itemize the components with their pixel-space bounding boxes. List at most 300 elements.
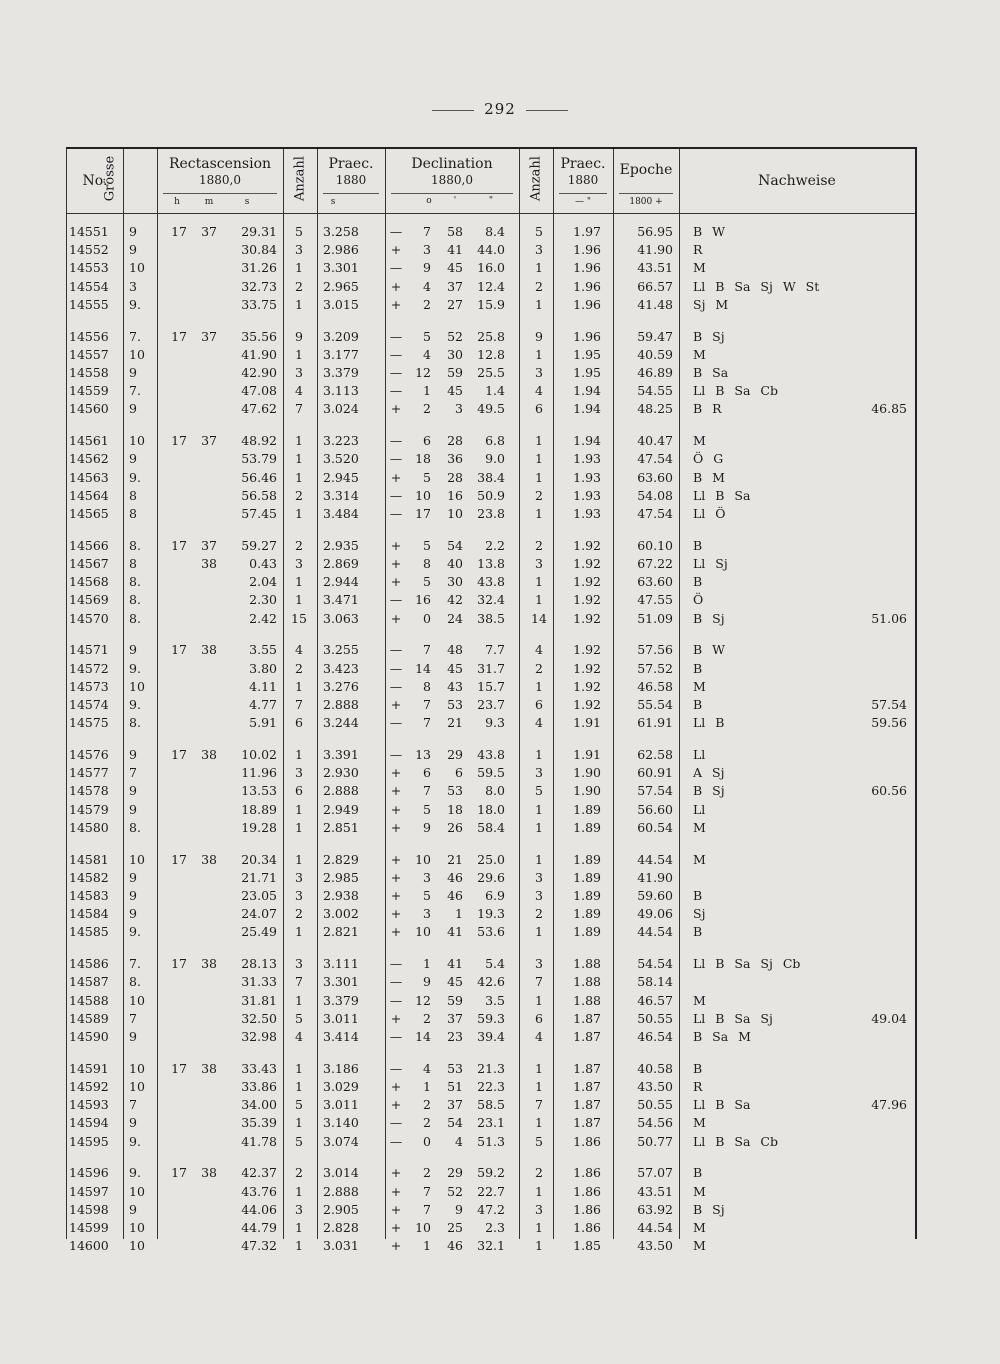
table-row xyxy=(67,469,915,487)
ra-seconds: 34.00 xyxy=(241,1097,277,1113)
decl-precession: 1.91 xyxy=(573,747,601,762)
ra-precession: 3.244 xyxy=(323,715,359,731)
star-number: 14590 xyxy=(69,1029,109,1044)
ra-precession: 2.949 xyxy=(323,801,359,817)
table-row xyxy=(67,328,915,346)
epoch: 54.08 xyxy=(637,487,673,503)
epoch: 51.09 xyxy=(637,610,673,626)
decl-precession: 1.86 xyxy=(573,1165,601,1181)
decl-count: 1 xyxy=(535,451,543,467)
ra-seconds: 5.91 xyxy=(249,715,277,731)
epoch: 56.95 xyxy=(637,224,673,239)
decl-minutes: 29 xyxy=(447,1165,463,1181)
catalogue-table xyxy=(66,147,917,1254)
decl-sign: + xyxy=(390,574,402,590)
table-row xyxy=(67,591,915,609)
ra-count: 1 xyxy=(295,1238,303,1254)
magnitude: 9. xyxy=(129,1165,141,1181)
decl-count: 1 xyxy=(535,260,543,276)
table-row xyxy=(67,1237,915,1255)
header-ra-m: m xyxy=(204,197,214,207)
ra-count: 3 xyxy=(295,556,303,571)
decl-degrees: 8 xyxy=(423,678,431,694)
decl-seconds: 12.4 xyxy=(477,278,505,294)
references: B xyxy=(693,888,703,903)
ra-seconds: 3.80 xyxy=(249,660,277,676)
magnitude: 9 xyxy=(129,747,137,762)
ra-hours: 17 xyxy=(171,747,187,762)
decl-sign: — xyxy=(389,365,403,380)
ra-count: 1 xyxy=(295,1115,303,1131)
decl-degrees: 2 xyxy=(423,1165,431,1181)
ra-count: 2 xyxy=(295,1165,303,1181)
decl-sign: — xyxy=(389,260,403,276)
decl-degrees: 2 xyxy=(423,1097,431,1113)
decl-precession: 1.92 xyxy=(573,592,601,608)
decl-minutes: 45 xyxy=(447,974,463,990)
table-row xyxy=(67,1028,915,1046)
decl-minutes: 45 xyxy=(447,660,463,676)
star-number: 14585 xyxy=(69,924,109,940)
magnitude: 9. xyxy=(129,469,141,485)
magnitude: 8 xyxy=(129,506,137,521)
decl-seconds: 43.8 xyxy=(477,747,505,762)
decl-precession: 1.92 xyxy=(573,697,601,712)
magnitude: 9 xyxy=(129,365,137,380)
decl-count: 1 xyxy=(535,1220,543,1235)
epoch: 50.55 xyxy=(637,1097,673,1113)
star-number: 14591 xyxy=(69,1060,109,1076)
decl-count: 4 xyxy=(535,642,543,658)
references: B xyxy=(693,697,703,712)
decl-precession: 1.90 xyxy=(573,765,601,781)
decl-sign: — xyxy=(389,433,403,449)
references: M xyxy=(693,678,706,694)
star-number: 14584 xyxy=(69,906,109,922)
epoch: 43.50 xyxy=(637,1079,673,1094)
decl-count: 14 xyxy=(531,610,547,626)
decl-count: 4 xyxy=(535,715,543,731)
ra-count: 2 xyxy=(295,537,303,553)
magnitude: 9 xyxy=(129,1201,137,1217)
decl-seconds: 51.3 xyxy=(477,1133,505,1149)
table-row xyxy=(67,1183,915,1201)
decl-minutes: 28 xyxy=(447,433,463,449)
decl-sign: + xyxy=(390,537,402,553)
ra-seconds: 41.90 xyxy=(241,346,277,362)
magnitude: 7 xyxy=(129,765,137,781)
extra-epoch: 49.04 xyxy=(871,1010,907,1026)
decl-seconds: 23.8 xyxy=(477,506,505,521)
magnitude: 7 xyxy=(129,1010,137,1026)
ra-precession: 3.011 xyxy=(323,1097,359,1113)
decl-sign: — xyxy=(389,660,403,676)
decl-count: 3 xyxy=(535,365,543,380)
ra-precession: 3.379 xyxy=(323,992,359,1008)
decl-sign: — xyxy=(389,974,403,990)
decl-precession: 1.94 xyxy=(573,383,601,399)
epoch: 43.51 xyxy=(637,260,673,276)
ra-precession: 3.255 xyxy=(323,642,359,658)
decl-seconds: 58.4 xyxy=(477,819,505,835)
decl-degrees: 18 xyxy=(415,451,431,467)
star-number: 14579 xyxy=(69,801,109,817)
ra-count: 1 xyxy=(295,1183,303,1199)
star-number: 14572 xyxy=(69,660,109,676)
magnitude: 10 xyxy=(129,1079,145,1094)
decl-minutes: 25 xyxy=(447,1220,463,1235)
decl-precession: 1.95 xyxy=(573,346,601,362)
ra-seconds: 28.13 xyxy=(241,956,277,972)
decl-minutes: 27 xyxy=(447,296,463,312)
decl-sign: + xyxy=(390,1183,402,1199)
ra-seconds: 4.77 xyxy=(249,697,277,712)
epoch: 57.07 xyxy=(637,1165,673,1181)
decl-precession: 1.96 xyxy=(573,328,601,344)
references: A Sj xyxy=(693,765,725,781)
decl-sign: + xyxy=(390,556,402,571)
ra-precession: 2.888 xyxy=(323,1183,359,1199)
ra-count: 6 xyxy=(295,715,303,731)
ra-count: 1 xyxy=(295,819,303,835)
ra-precession: 3.209 xyxy=(323,328,359,344)
star-number: 14568 xyxy=(69,574,109,590)
ra-precession: 3.113 xyxy=(323,383,359,399)
decl-degrees: 6 xyxy=(423,433,431,449)
references: R xyxy=(693,1079,703,1094)
decl-degrees: 5 xyxy=(423,574,431,590)
table-row xyxy=(67,487,915,505)
header-no: No. xyxy=(82,173,108,189)
epoch: 48.25 xyxy=(637,401,673,417)
references: Ll B Sa Sj W St xyxy=(693,278,820,294)
decl-precession: 1.93 xyxy=(573,451,601,467)
decl-sign: — xyxy=(389,678,403,694)
ra-count: 3 xyxy=(295,365,303,380)
decl-precession: 1.87 xyxy=(573,1029,601,1044)
ra-seconds: 10.02 xyxy=(241,747,277,762)
decl-minutes: 45 xyxy=(447,260,463,276)
ra-precession: 2.930 xyxy=(323,765,359,781)
epoch: 67.22 xyxy=(637,556,673,571)
table-row xyxy=(67,400,915,418)
ra-count: 1 xyxy=(295,1060,303,1076)
references: B Sj xyxy=(693,1201,725,1217)
decl-precession: 1.87 xyxy=(573,1115,601,1131)
header-praec-subrule xyxy=(323,193,379,194)
decl-minutes: 10 xyxy=(447,506,463,521)
decl-sign: — xyxy=(389,346,403,362)
ra-precession: 3.223 xyxy=(323,433,359,449)
decl-sign: — xyxy=(389,1115,403,1131)
references: B W xyxy=(693,642,726,658)
ra-precession: 2.888 xyxy=(323,783,359,799)
table-row xyxy=(67,714,915,732)
decl-count: 9 xyxy=(535,328,543,344)
decl-seconds: 59.5 xyxy=(477,765,505,781)
table-row xyxy=(67,819,915,837)
ra-precession: 3.111 xyxy=(323,956,359,972)
references: B M xyxy=(693,469,725,485)
ra-hours: 17 xyxy=(171,328,187,344)
decl-minutes: 45 xyxy=(447,383,463,399)
decl-precession: 1.96 xyxy=(573,260,601,276)
decl-sign: + xyxy=(390,819,402,835)
table-row xyxy=(67,610,915,628)
decl-sign: + xyxy=(390,1220,402,1235)
decl-degrees: 0 xyxy=(423,1133,431,1149)
decl-sign: — xyxy=(389,506,403,521)
decl-minutes: 4 xyxy=(455,1133,463,1149)
decl-degrees: 5 xyxy=(423,469,431,485)
star-number: 14593 xyxy=(69,1097,109,1113)
decl-seconds: 16.0 xyxy=(477,260,505,276)
decl-seconds: 8.4 xyxy=(485,224,505,239)
decl-count: 1 xyxy=(535,678,543,694)
decl-seconds: 21.3 xyxy=(477,1060,505,1076)
ra-count: 3 xyxy=(295,765,303,781)
decl-seconds: 32.4 xyxy=(477,592,505,608)
decl-precession: 1.92 xyxy=(573,610,601,626)
ra-seconds: 44.79 xyxy=(241,1220,277,1235)
decl-degrees: 10 xyxy=(415,1220,431,1235)
magnitude: 8. xyxy=(129,974,141,990)
ra-precession: 2.986 xyxy=(323,242,359,258)
references: M xyxy=(693,1183,706,1199)
ra-precession: 2.905 xyxy=(323,1201,359,1217)
ra-precession: 2.985 xyxy=(323,869,359,885)
epoch: 47.55 xyxy=(637,592,673,608)
ra-seconds: 56.46 xyxy=(241,469,277,485)
epoch: 63.92 xyxy=(637,1201,673,1217)
references: M xyxy=(693,992,706,1008)
decl-sign: + xyxy=(390,469,402,485)
ra-seconds: 30.84 xyxy=(241,242,277,258)
ra-seconds: 33.43 xyxy=(241,1060,277,1076)
table-row xyxy=(67,1219,915,1237)
decl-precession: 1.86 xyxy=(573,1133,601,1149)
decl-sign: + xyxy=(390,1097,402,1113)
decl-precession: 1.89 xyxy=(573,819,601,835)
epoch: 47.54 xyxy=(637,506,673,521)
epoch: 46.58 xyxy=(637,678,673,694)
extra-epoch: 51.06 xyxy=(871,610,907,626)
ra-precession: 2.851 xyxy=(323,819,359,835)
decl-precession: 1.86 xyxy=(573,1183,601,1199)
ra-precession: 3.423 xyxy=(323,660,359,676)
ra-count: 1 xyxy=(295,678,303,694)
decl-precession: 1.89 xyxy=(573,906,601,922)
decl-degrees: 10 xyxy=(415,924,431,940)
decl-precession: 1.89 xyxy=(573,888,601,903)
table-row xyxy=(67,223,915,241)
ra-seconds: 32.73 xyxy=(241,278,277,294)
decl-precession: 1.95 xyxy=(573,365,601,380)
header-decl-subrule xyxy=(391,193,513,194)
decl-minutes: 53 xyxy=(447,783,463,799)
extra-epoch: 46.85 xyxy=(871,401,907,417)
ra-count: 6 xyxy=(295,783,303,799)
ra-precession: 2.965 xyxy=(323,278,359,294)
ra-count: 3 xyxy=(295,242,303,258)
header-ra-h: h xyxy=(174,197,180,207)
decl-precession: 1.87 xyxy=(573,1060,601,1076)
decl-precession: 1.96 xyxy=(573,242,601,258)
ra-hours: 17 xyxy=(171,433,187,449)
decl-seconds: 19.3 xyxy=(477,906,505,922)
references: B Sj xyxy=(693,610,725,626)
ra-minutes: 37 xyxy=(201,537,217,553)
decl-seconds: 32.1 xyxy=(477,1238,505,1254)
decl-count: 2 xyxy=(535,278,543,294)
epoch: 63.60 xyxy=(637,469,673,485)
ra-count: 1 xyxy=(295,433,303,449)
epoch: 58.14 xyxy=(637,974,673,990)
ra-seconds: 35.56 xyxy=(241,328,277,344)
decl-seconds: 6.8 xyxy=(485,433,505,449)
ra-seconds: 21.71 xyxy=(241,869,277,885)
ra-seconds: 32.98 xyxy=(241,1029,277,1044)
decl-minutes: 51 xyxy=(447,1079,463,1094)
decl-count: 1 xyxy=(535,1079,543,1094)
ra-precession: 2.935 xyxy=(323,537,359,553)
decl-sign: + xyxy=(390,1165,402,1181)
decl-minutes: 1 xyxy=(455,906,463,922)
ra-count: 2 xyxy=(295,906,303,922)
ra-hours: 17 xyxy=(171,642,187,658)
decl-precession: 1.86 xyxy=(573,1220,601,1235)
epoch: 43.51 xyxy=(637,1183,673,1199)
decl-seconds: 42.6 xyxy=(477,974,505,990)
references: Ö xyxy=(693,592,704,608)
table-row xyxy=(67,555,915,573)
decl-count: 5 xyxy=(535,224,543,239)
decl-count: 5 xyxy=(535,783,543,799)
decl-degrees: 7 xyxy=(423,715,431,731)
decl-seconds: 23.1 xyxy=(477,1115,505,1131)
decl-degrees: 1 xyxy=(423,1238,431,1254)
decl-precession: 1.92 xyxy=(573,537,601,553)
references: Ll xyxy=(693,801,706,817)
decl-seconds: 25.8 xyxy=(477,328,505,344)
table-row xyxy=(67,364,915,382)
decl-count: 6 xyxy=(535,697,543,712)
epoch: 44.54 xyxy=(637,851,673,867)
decl-seconds: 22.7 xyxy=(477,1183,505,1199)
decl-minutes: 52 xyxy=(447,328,463,344)
ra-count: 5 xyxy=(295,1097,303,1113)
decl-count: 7 xyxy=(535,1097,543,1113)
decl-degrees: 5 xyxy=(423,888,431,903)
page-number-dash-right xyxy=(526,110,568,111)
ra-count: 3 xyxy=(295,869,303,885)
table-row xyxy=(67,801,915,819)
header-nachweise: Nachweise xyxy=(758,173,836,189)
ra-hours: 17 xyxy=(171,956,187,972)
references: B Sa M xyxy=(693,1029,751,1044)
ra-count: 2 xyxy=(295,660,303,676)
magnitude: 9. xyxy=(129,1133,141,1149)
ra-minutes: 38 xyxy=(201,851,217,867)
star-number: 14555 xyxy=(69,296,109,312)
references: M xyxy=(693,1220,706,1235)
ra-seconds: 31.26 xyxy=(241,260,277,276)
ra-hours: 17 xyxy=(171,537,187,553)
ra-precession: 2.828 xyxy=(323,1220,359,1235)
decl-sign: + xyxy=(390,610,402,626)
decl-minutes: 41 xyxy=(447,924,463,940)
decl-count: 3 xyxy=(535,869,543,885)
ra-precession: 2.888 xyxy=(323,697,359,712)
ra-precession: 3.177 xyxy=(323,346,359,362)
magnitude: 10 xyxy=(129,346,145,362)
ra-precession: 3.186 xyxy=(323,1060,359,1076)
header-rule xyxy=(67,213,915,214)
star-number: 14580 xyxy=(69,819,109,835)
star-number: 14588 xyxy=(69,992,109,1008)
decl-minutes: 42 xyxy=(447,592,463,608)
extra-epoch: 59.56 xyxy=(871,715,907,731)
star-number: 14576 xyxy=(69,747,109,762)
ra-count: 5 xyxy=(295,224,303,239)
ra-seconds: 33.86 xyxy=(241,1079,277,1094)
ra-minutes: 38 xyxy=(201,1060,217,1076)
star-number: 14594 xyxy=(69,1115,109,1131)
decl-sign: + xyxy=(390,242,402,258)
header-epoche-subrule xyxy=(619,193,673,194)
star-number: 14563 xyxy=(69,469,109,485)
ra-minutes: 38 xyxy=(201,747,217,762)
page-number xyxy=(0,100,1000,118)
decl-sign: — xyxy=(389,747,403,762)
header-decl-epoch: 1880,0 xyxy=(431,173,473,187)
ra-seconds: 4.11 xyxy=(249,678,277,694)
decl-count: 1 xyxy=(535,1183,543,1199)
header-anzahl: Anzahl xyxy=(292,156,308,201)
ra-count: 5 xyxy=(295,1133,303,1149)
table-row xyxy=(67,746,915,764)
epoch: 60.54 xyxy=(637,819,673,835)
table-row xyxy=(67,1133,915,1151)
ra-precession: 2.821 xyxy=(323,924,359,940)
header-decl-min: ' xyxy=(453,196,457,206)
table-row xyxy=(67,1096,915,1114)
star-number: 14587 xyxy=(69,974,109,990)
ra-count: 1 xyxy=(295,469,303,485)
header-praec-unit: s xyxy=(330,197,336,207)
decl-degrees: 1 xyxy=(423,1079,431,1094)
decl-count: 1 xyxy=(535,851,543,867)
decl-minutes: 30 xyxy=(447,574,463,590)
decl-precession: 1.89 xyxy=(573,851,601,867)
decl-count: 3 xyxy=(535,888,543,903)
decl-seconds: 59.3 xyxy=(477,1010,505,1026)
magnitude: 7. xyxy=(129,956,141,972)
decl-precession: 1.89 xyxy=(573,869,601,885)
star-number: 14570 xyxy=(69,610,109,626)
decl-degrees: 5 xyxy=(423,537,431,553)
decl-degrees: 7 xyxy=(423,1201,431,1217)
decl-count: 3 xyxy=(535,242,543,258)
references: Ll B Sa Sj xyxy=(693,1010,773,1026)
ra-seconds: 56.58 xyxy=(241,487,277,503)
table-row xyxy=(67,432,915,450)
epoch: 54.55 xyxy=(637,383,673,399)
decl-degrees: 8 xyxy=(423,556,431,571)
ra-seconds: 57.45 xyxy=(241,506,277,521)
table-row xyxy=(67,278,915,296)
decl-minutes: 53 xyxy=(447,1060,463,1076)
